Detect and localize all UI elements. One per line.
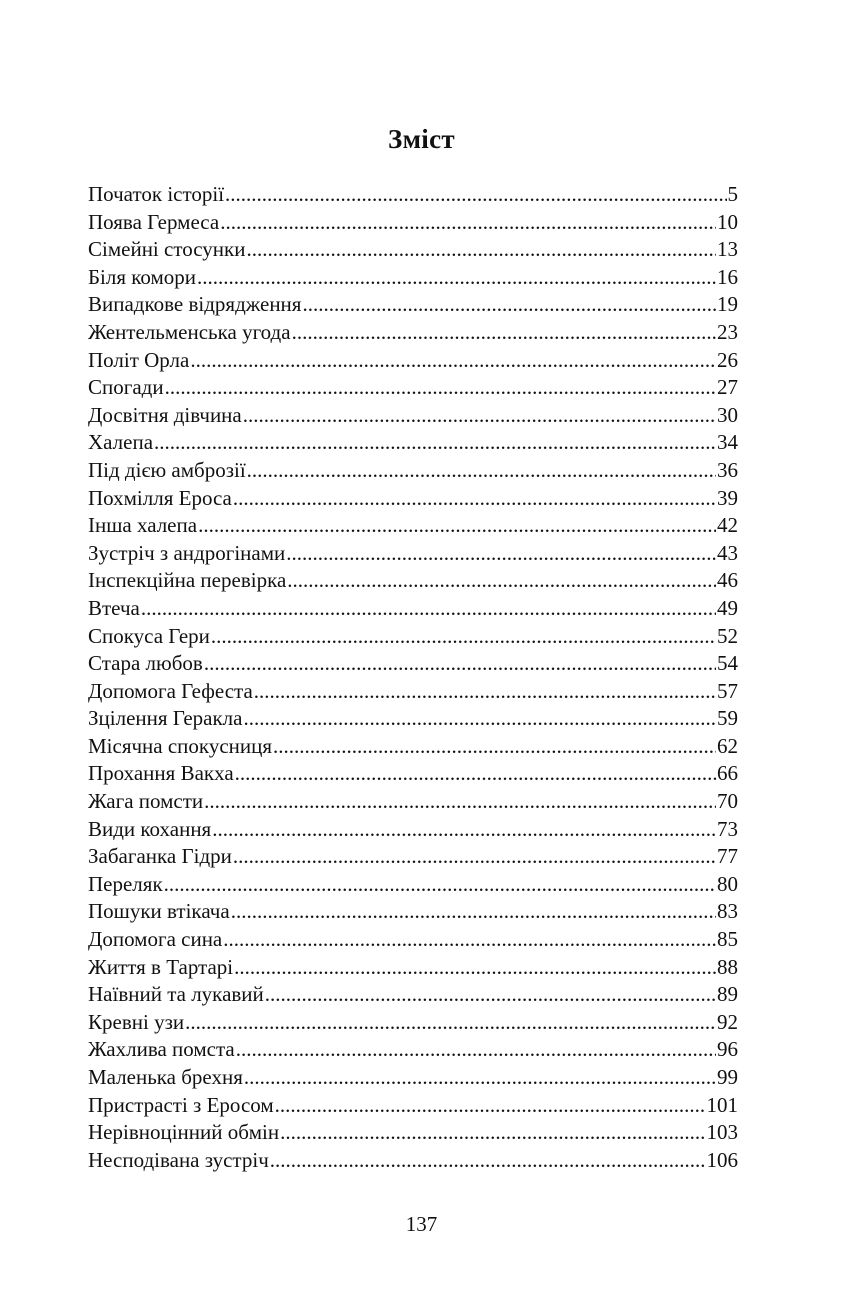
toc-entry-page: 85 [717, 927, 738, 952]
toc-entry-title: Під дією амброзії [88, 457, 246, 482]
toc-entry [88, 843, 738, 871]
toc-entry-page: 13 [717, 237, 738, 262]
dot-leader [247, 457, 716, 485]
toc-entry [88, 347, 738, 375]
page-number: 137 [405, 1212, 438, 1236]
dot-leader [236, 1036, 716, 1064]
toc-entry-page: 92 [717, 1009, 738, 1034]
dot-leader [287, 567, 716, 595]
toc-entry [88, 319, 738, 347]
toc-entry-page: 54 [717, 651, 738, 676]
toc-entry-page: 57 [717, 678, 738, 703]
toc-entry [88, 705, 738, 733]
page-title: Зміст [388, 124, 455, 154]
toc-entry-title: Наївний та лукавий [88, 982, 264, 1007]
toc-entry-title: Сімейні стосунки [88, 237, 246, 262]
toc-entry [88, 1064, 738, 1092]
toc-entry-title: Допомога сина [88, 927, 223, 952]
toc-entry-page: 34 [717, 430, 738, 455]
toc-entry [88, 788, 738, 816]
toc-entry-title: Інша халепа [88, 513, 198, 538]
toc-entry-title: Спокуса Гери [88, 623, 210, 648]
dot-leader [265, 981, 716, 1009]
toc-entry-title: Спогади [88, 375, 164, 400]
toc-entry-page: 101 [706, 1092, 738, 1117]
toc-entry-page: 19 [717, 292, 738, 317]
toc-entry [88, 650, 738, 678]
toc-entry-page: 16 [717, 264, 738, 289]
dot-leader [235, 760, 716, 788]
toc-entry-title: Халепа [88, 430, 154, 455]
dot-leader [204, 788, 716, 816]
dot-leader [164, 871, 716, 899]
dot-leader [302, 291, 716, 319]
toc-entry-title: Похмілля Ероса [88, 485, 232, 510]
dot-leader [292, 319, 716, 347]
toc-entry-title: Жахлива помста [88, 1037, 235, 1062]
toc-entry-page: 88 [717, 954, 738, 979]
toc-entry [88, 733, 738, 761]
dot-leader [275, 1092, 706, 1120]
toc-entry [88, 1092, 738, 1120]
toc-entry-title: Переляк [88, 871, 163, 896]
toc-entry-title: Місячна спокусниця [88, 733, 273, 758]
toc-entry-page: 80 [717, 871, 738, 896]
dot-leader [220, 209, 716, 237]
toc-entry-title: Життя в Тартарі [88, 954, 234, 979]
toc-entry-title: Кревні узи [88, 1009, 185, 1034]
toc-entry [88, 1009, 738, 1037]
toc-entry-page: 99 [717, 1065, 738, 1089]
toc-entry [88, 595, 738, 623]
toc-entry-title: Випадкове відрядження [88, 292, 302, 317]
toc-entry-title: Допомога Гефеста [88, 678, 253, 703]
dot-leader [165, 374, 716, 402]
dot-leader [270, 1147, 706, 1175]
toc-entry [88, 623, 738, 651]
dot-leader [244, 1064, 716, 1092]
toc-entry-page: 39 [717, 485, 738, 510]
toc-entry [88, 291, 738, 319]
toc-entry-page: 73 [717, 816, 738, 841]
toc-entry-page: 89 [717, 982, 738, 1007]
toc-entry-page: 30 [717, 402, 738, 427]
toc-entry-page: 5 [727, 182, 738, 206]
toc-entry [88, 181, 738, 209]
toc-entry-page: 23 [717, 319, 738, 344]
toc-entry [88, 678, 738, 706]
dot-leader [280, 1119, 705, 1147]
toc-entry [88, 457, 738, 485]
toc-entry [88, 816, 738, 844]
toc-entry-title: Біля комори [88, 264, 197, 289]
toc-entry-title: Види кохання [88, 816, 212, 841]
dot-leader [254, 678, 716, 706]
toc-entry [88, 1147, 738, 1175]
toc-entry-page: 83 [717, 899, 738, 924]
dot-leader [273, 733, 716, 761]
toc-entry-title: Початок історії [88, 182, 225, 206]
toc-entry-title: Стара любов [88, 651, 203, 676]
toc-entry-title: Жентельменська угода [88, 319, 291, 344]
toc-entry [88, 760, 738, 788]
dot-leader [212, 816, 716, 844]
dot-leader [243, 705, 716, 733]
dot-leader [286, 540, 716, 568]
dot-leader [185, 1009, 716, 1037]
toc-entry-title: Пошуки втікача [88, 899, 230, 924]
toc-entry-page: 49 [717, 595, 738, 620]
table-of-contents [88, 181, 738, 1174]
toc-entry-page: 10 [717, 209, 738, 234]
toc-entry [88, 871, 738, 899]
dot-leader [211, 623, 716, 651]
dot-leader [154, 429, 716, 457]
dot-leader [246, 236, 716, 264]
dot-leader [243, 402, 716, 430]
toc-entry [88, 981, 738, 1009]
toc-entry-page: 70 [717, 789, 738, 814]
dot-leader [141, 595, 716, 623]
toc-entry [88, 954, 738, 982]
dot-leader [225, 181, 726, 209]
dot-leader [223, 926, 716, 954]
toc-entry-page: 43 [717, 540, 738, 565]
toc-entry [88, 209, 738, 237]
toc-entry-page: 62 [717, 733, 738, 758]
dot-leader [233, 843, 716, 871]
toc-entry-title: Маленька брехня [88, 1065, 243, 1089]
toc-entry-title: Нерівноцінний обмін [88, 1120, 280, 1145]
toc-entry-page: 27 [717, 375, 738, 400]
toc-entry-page: 77 [717, 844, 738, 869]
toc-entry [88, 402, 738, 430]
toc-entry-title: Поява Гермеса [88, 209, 220, 234]
toc-entry [88, 926, 738, 954]
toc-entry-page: 42 [717, 513, 738, 538]
toc-entry-title: Зустріч з андрогінами [88, 540, 286, 565]
toc-entry [88, 567, 738, 595]
dot-leader [190, 347, 716, 375]
toc-entry-page: 59 [717, 706, 738, 731]
toc-entry [88, 374, 738, 402]
toc-entry-title: Інспекційна перевірка [88, 568, 287, 593]
toc-entry [88, 485, 738, 513]
toc-entry-title: Досвітня дівчина [88, 402, 242, 427]
dot-leader [231, 898, 716, 926]
toc-entry [88, 898, 738, 926]
toc-entry-title: Втеча [88, 595, 140, 620]
toc-entry-title: Пристрасті з Еросом [88, 1092, 274, 1117]
toc-entry-title: Зцілення Геракла [88, 706, 243, 731]
toc-entry [88, 236, 738, 264]
dot-leader [204, 650, 716, 678]
toc-entry-page: 103 [706, 1120, 738, 1145]
dot-leader [234, 954, 716, 982]
toc-entry [88, 429, 738, 457]
dot-leader [233, 485, 716, 513]
toc-entry [88, 264, 738, 292]
toc-entry-page: 36 [717, 457, 738, 482]
toc-entry-page: 96 [717, 1037, 738, 1062]
toc-entry-title: Несподівана зустріч [88, 1147, 269, 1172]
toc-entry-page: 26 [717, 347, 738, 372]
toc-entry-page: 66 [717, 761, 738, 786]
toc-entry-page: 46 [717, 568, 738, 593]
dot-leader [198, 512, 716, 540]
toc-entry-title: Жага помсти [88, 789, 204, 814]
toc-entry [88, 540, 738, 568]
dot-leader [197, 264, 716, 292]
toc-entry-page: 52 [717, 623, 738, 648]
toc-entry-page: 106 [706, 1147, 738, 1172]
toc-entry [88, 1119, 738, 1147]
toc-entry [88, 1036, 738, 1064]
toc-entry-title: Прохання Вакха [88, 761, 234, 786]
toc-entry-title: Забаганка Гідри [88, 844, 232, 869]
toc-entry-title: Політ Орла [88, 347, 190, 372]
toc-entry [88, 512, 738, 540]
